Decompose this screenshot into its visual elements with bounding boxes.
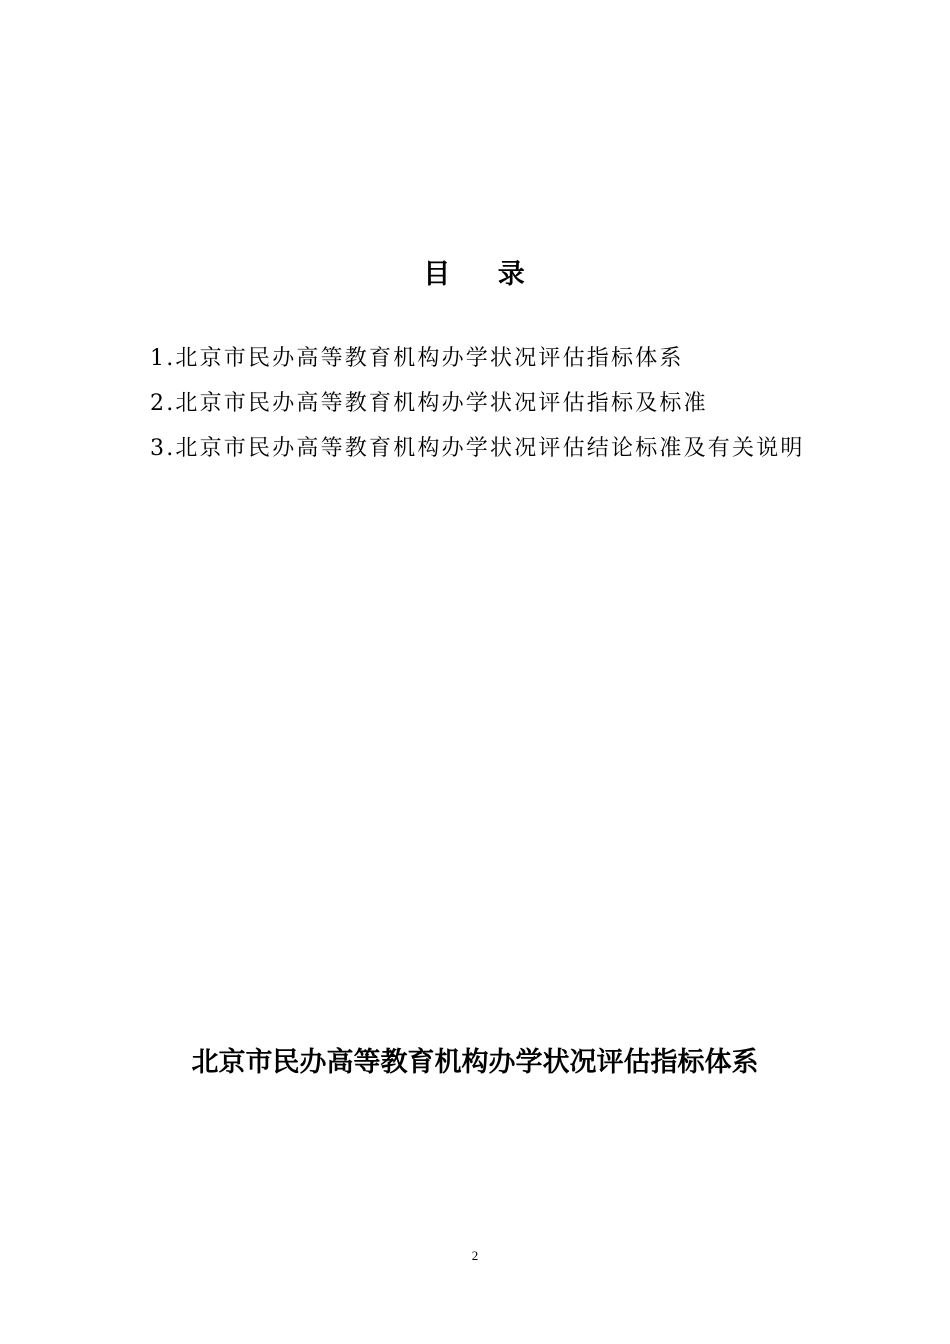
toc-item-1: 1.北京市民办高等教育机构办学状况评估指标体系: [150, 346, 684, 371]
page-number: 2: [471, 1248, 479, 1263]
toc-title: 目 录: [423, 259, 527, 290]
section-title: 北京市民办高等教育机构办学状况评估指标体系: [191, 1047, 759, 1078]
toc-list: [150, 343, 805, 478]
toc-item-3: 3.北京市民办高等教育机构办学状况评估结论标准及有关说明: [150, 436, 805, 461]
toc-item-2: 2.北京市民办高等教育机构办学状况评估指标及标准: [150, 391, 708, 416]
